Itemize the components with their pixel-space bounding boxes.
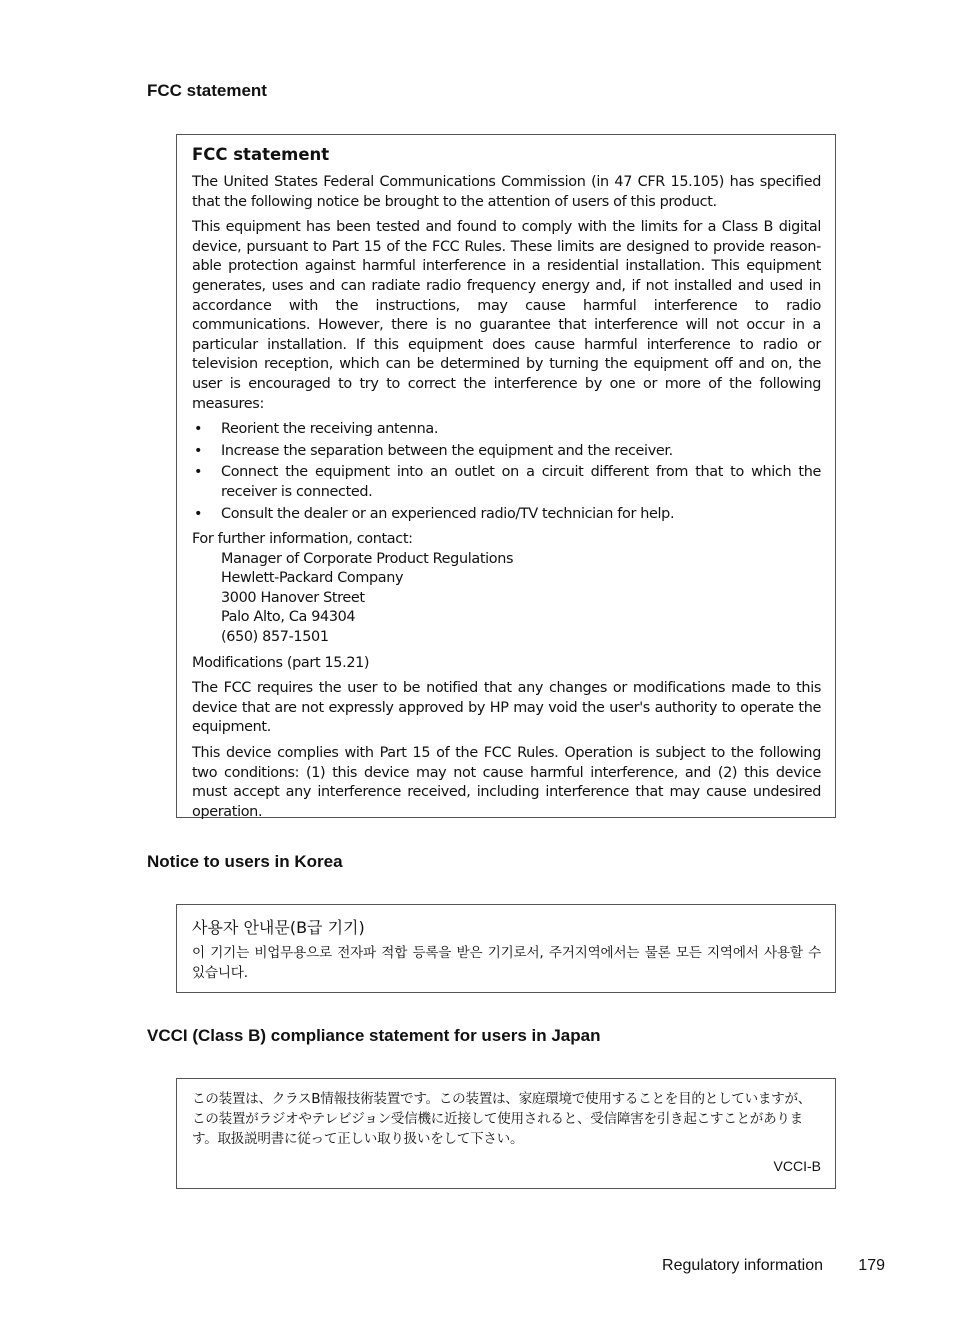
list-item: • Increase the separation between the equipment and the receiver.	[192, 442, 821, 462]
contact-line: (650) 857-1501	[221, 629, 329, 646]
korea-notice-box	[176, 904, 836, 993]
bullet-icon: •	[194, 421, 203, 438]
fcc-paragraph-intro: The United States Federal Communications Commission (in 47 CFR 15.105) has specified that the following notice be brought to the attention of users of this product.	[192, 174, 821, 210]
korea-box-title: 사용자 안내문(B급 기기)	[192, 918, 365, 937]
list-item: • Connect the equipment into an outlet on a circuit different from that to which the receiver is connected.	[194, 464, 821, 500]
fcc-paragraph-limits: This equipment has been tested and found to comply with the limits for a Class B digital device, pursuant to Part 15 of the FCC Rules. These limits are designed to provide reason-able protection against harmful interference in a residential installation. This equipment generates, uses and can radiate radio frequency energy and, if not installed and used in accordance with the instructions, may cause harmful interference to radio communications. However, there is no guarantee that interference will not occur in a particular installation. If this equipment does cause harmful interference to radio or television reception, which can be determined by turning the equipment off and on, the user is encouraged to try to correct the interference by one or more of the following measures:	[192, 219, 821, 412]
contact-intro: For further information, contact:	[192, 531, 413, 548]
modifications-paragraph: The FCC requires the user to be notified that any changes or modifications made to this device that are not expressly approved by HP may void the user's authority to operate the equipment.	[192, 680, 821, 736]
vcci-statement-box	[176, 1078, 836, 1189]
contact-address	[221, 550, 821, 648]
modifications-heading: Modifications (part 15.21)	[192, 654, 370, 671]
bullet-icon: •	[194, 442, 203, 459]
list-item: • Reorient the receiving antenna.	[192, 420, 821, 440]
contact-line: Hewlett-Packard Company	[221, 570, 404, 587]
fcc-box-title: FCC statement	[192, 145, 330, 164]
bullet-icon: •	[194, 505, 203, 522]
korea-notice-text: 이 기기는 비업무용으로 전자파 적합 등록을 받은 기기로서, 주거지역에서는 물론 모든 지역에서 사용할 수 있습니다.	[192, 945, 821, 981]
vcci-statement-text: この装置は、クラスB情報技術装置です。この装置は、家庭環境で使用することを目的としていますが、この装置がラジオやテレビジョン受信機に近接して使用されると、受信障害を引き起こすことがあります。取扱説明書に従って正しい取り扱いをして下さい。	[192, 1091, 812, 1147]
fcc-section-heading: FCC statement	[147, 81, 267, 100]
korea-section-heading: Notice to users in Korea	[147, 852, 343, 871]
fcc-measures-list	[192, 420, 821, 524]
compliance-paragraph: This device complies with Part 15 of the FCC Rules. Operation is subject to the following two conditions: (1) this device may not cause harmful interference, and (2) this device must accept any interference received, including interference that may cause undesired operation.	[192, 745, 821, 820]
vcci-label: VCCI-B	[773, 1158, 821, 1174]
page-number: 179	[858, 1257, 885, 1274]
contact-line: 3000 Hanover Street	[221, 589, 365, 606]
contact-line: Palo Alto, Ca 94304	[221, 609, 356, 626]
list-item: • Consult the dealer or an experienced radio/TV technician for help.	[192, 505, 821, 525]
japan-section-heading: VCCI (Class B) compliance statement for users in Japan	[147, 1026, 601, 1045]
contact-line: Manager of Corporate Product Regulations	[221, 550, 514, 567]
footer-section-title: Regulatory information	[662, 1257, 823, 1274]
bullet-icon: •	[194, 464, 203, 481]
fcc-statement-box	[176, 134, 836, 818]
